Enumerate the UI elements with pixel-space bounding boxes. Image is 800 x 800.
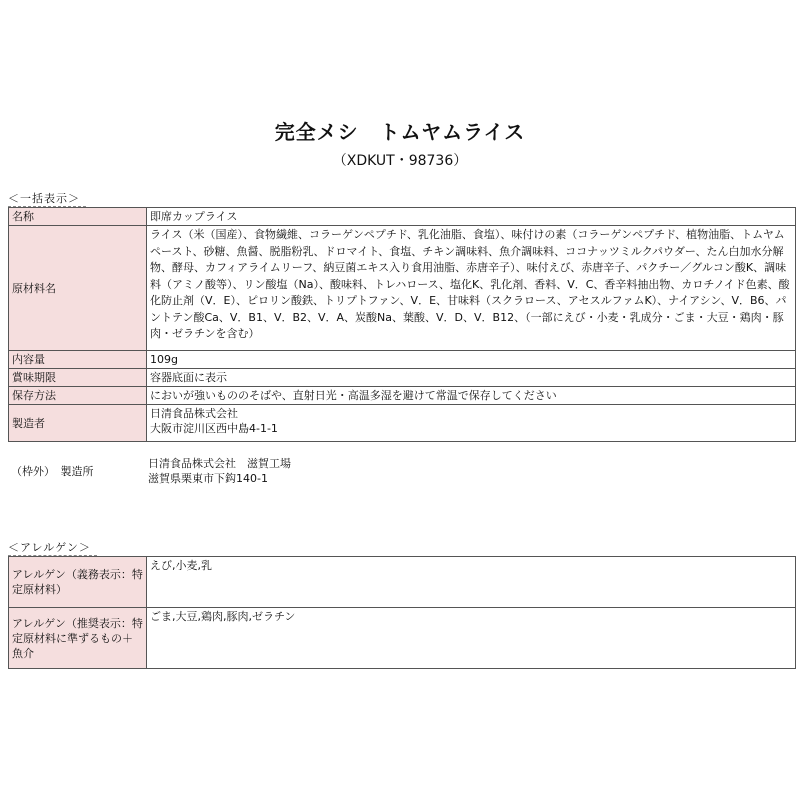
name-key: 名称 [9, 208, 147, 226]
name-value: 即席カップライス [147, 208, 796, 226]
plant-name: 日清食品株式会社 滋賀工場 [148, 457, 291, 470]
best-before-key: 賞味期限 [9, 369, 147, 387]
allergen-recommended-value: ごま,大豆,鶏肉,豚肉,ゼラチン [147, 608, 796, 669]
table-row [9, 387, 796, 405]
allergen-recommended-key: アレルゲン（推奨表示：特定原材料に準ずるもの＋魚介 [9, 608, 147, 669]
table-row [9, 405, 796, 442]
manufacturer-address: 大阪市淀川区西中島4-1-1 [150, 422, 278, 435]
ingredients-value: ライス（米（国産）、食物繊維、コラーゲンペプチド、乳化油脂、食塩）、味付けの素（コラーゲンペプチド、植物油脂、トムヤムペースト、砂糖、魚醤、脱脂粉乳、ドロマイト、食塩、チキン調味料、魚介調味料、ココナッツミルクパウダー、たん白加水分解物、酵母、カフィアライムリーフ、納豆菌エキス入り食用油脂、赤唐辛子）、味付えび、赤唐辛子、パクチー／グルコン酸K、調味料（アミノ酸等）、リン酸塩（Na）、酸味料、トレハロース、塩化K、乳化剤、香料、V．C、香辛料抽出物、カロチノイド色素、酸化防止剤（V．E）、ピロリン酸鉄、トリプトファン、V．E、甘味料（スクラロース、アセスルファムK）、ナイアシン、V．B6、パントテン酸Ca、V．B1、V．B2、V．A、炭酸Na、葉酸、V．D、V．B12、（一部にえび・小麦・乳成分・ごま・大豆・鶏肉・豚肉・ゼラチンを含む） [147, 226, 796, 351]
ingredients-key: 原材料名 [9, 226, 147, 351]
content-value: 109g [147, 351, 796, 369]
product-title: 完全メシ トムヤムライス [274, 120, 526, 144]
manufacturer-value [147, 405, 796, 442]
content-key: 内容量 [9, 351, 147, 369]
allergen-table [8, 556, 796, 669]
plant-value [145, 455, 796, 487]
storage-value: においが強いもののそばや、直射日光・高温多湿を避けて常温で保存してください [147, 387, 796, 405]
label-section-heading: ＜一括表示＞ [8, 190, 86, 207]
allergen-required-value: えび,小麦,乳 [147, 557, 796, 608]
table-row [8, 455, 796, 487]
manufacturer-key: 製造者 [9, 405, 147, 442]
manufacturer-name: 日清食品株式会社 [150, 407, 238, 420]
allergen-required-key: アレルゲン（義務表示：特定原材料） [9, 557, 147, 608]
plant-table [8, 455, 796, 487]
best-before-value: 容器底面に表示 [147, 369, 796, 387]
product-code: （XDKUT・98736） [332, 153, 468, 169]
table-row [9, 226, 796, 351]
allergen-section-heading: ＜アレルゲン＞ [8, 539, 97, 556]
plant-key: （枠外） 製造所 [11, 464, 94, 478]
label-table [8, 207, 796, 442]
storage-key: 保存方法 [9, 387, 147, 405]
table-row [9, 208, 796, 226]
table-row [9, 608, 796, 669]
plant-address: 滋賀県栗東市下鈎140-1 [148, 472, 268, 485]
table-row [9, 557, 796, 608]
table-row [9, 351, 796, 369]
table-row [9, 369, 796, 387]
